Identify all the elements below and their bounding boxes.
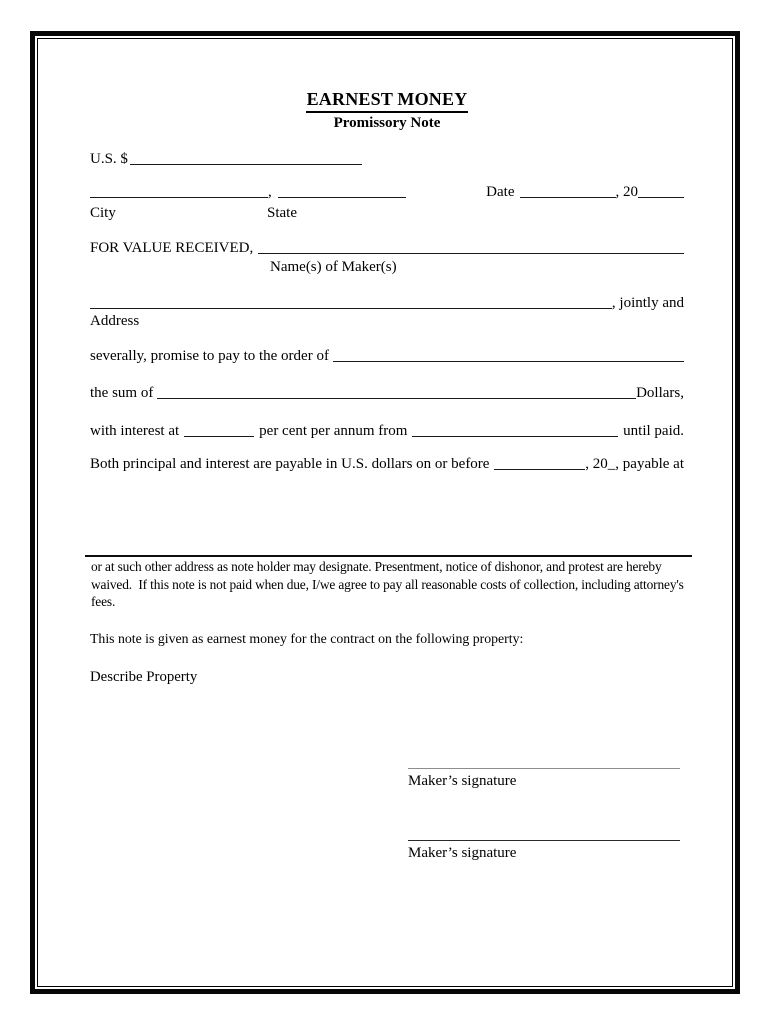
sum-blank[interactable] bbox=[157, 385, 636, 399]
signature-block-1 bbox=[408, 768, 680, 791]
address-label: Address bbox=[90, 313, 140, 329]
describe-property-label: Describe Property bbox=[90, 669, 198, 685]
severally-text: severally, promise to pay to the order of bbox=[90, 348, 329, 364]
principal-text: Both principal and interest are payable in U.S. dollars on or before bbox=[90, 456, 490, 472]
principal-row bbox=[90, 454, 684, 474]
jointly-suffix-label: , jointly and bbox=[611, 295, 684, 311]
sum-prefix-label: the sum of bbox=[90, 385, 154, 401]
city-label: City bbox=[90, 205, 116, 221]
signature-block-2 bbox=[408, 840, 680, 863]
form-subtitle: Promissory Note bbox=[333, 115, 441, 131]
amount-row bbox=[90, 149, 684, 169]
per-cent-label: per cent per annum from bbox=[259, 423, 408, 439]
address-blank[interactable] bbox=[90, 295, 612, 309]
signature-label-1: Maker’s signature bbox=[408, 773, 517, 789]
comma-separator: , bbox=[268, 184, 272, 200]
payable-suffix-label: , 20_, payable at bbox=[585, 456, 684, 472]
address-row bbox=[90, 293, 684, 313]
currency-prefix-label: U.S. $ bbox=[90, 151, 128, 167]
interest-start-date-blank[interactable] bbox=[412, 423, 618, 437]
due-date-blank[interactable] bbox=[494, 456, 585, 470]
amount-blank[interactable] bbox=[130, 151, 362, 165]
date-blank[interactable] bbox=[520, 184, 616, 198]
value-received-row bbox=[90, 238, 684, 258]
date-label: Date bbox=[486, 184, 515, 200]
city-blank[interactable] bbox=[90, 184, 268, 198]
value-received-label: FOR VALUE RECEIVED, bbox=[90, 240, 254, 256]
form-title: EARNEST MONEY bbox=[306, 89, 469, 113]
interest-row bbox=[90, 421, 684, 441]
interest-prefix-label: with interest at bbox=[90, 423, 180, 439]
year-blank[interactable] bbox=[638, 184, 684, 198]
payee-blank[interactable] bbox=[333, 348, 684, 362]
maker-names-blank[interactable] bbox=[258, 240, 684, 254]
year-prefix-label: , 20 bbox=[615, 184, 638, 200]
until-paid-label: until paid. bbox=[623, 423, 684, 439]
sum-row bbox=[90, 383, 684, 403]
makers-caption: Name(s) of Maker(s) bbox=[270, 259, 397, 275]
title-block bbox=[90, 89, 684, 132]
interest-rate-blank[interactable] bbox=[184, 423, 254, 437]
dollars-suffix-label: Dollars, bbox=[636, 385, 684, 401]
state-label: State bbox=[267, 205, 297, 221]
signature-label-2: Maker’s signature bbox=[408, 845, 517, 861]
place-date-row bbox=[90, 182, 684, 202]
waiver-paragraph: or at such other address as note holder may designate. Presentment, notice of dishonor, and protest are hereby waived. If this note is not paid when due, I/we agree to pay all reasonable costs of collection, including attorney's fees. bbox=[91, 559, 687, 610]
form-content bbox=[90, 0, 687, 1024]
payee-row bbox=[90, 346, 684, 366]
earnest-statement: This note is given as earnest money for the contract on the following property: bbox=[90, 631, 524, 646]
state-blank[interactable] bbox=[278, 184, 406, 198]
